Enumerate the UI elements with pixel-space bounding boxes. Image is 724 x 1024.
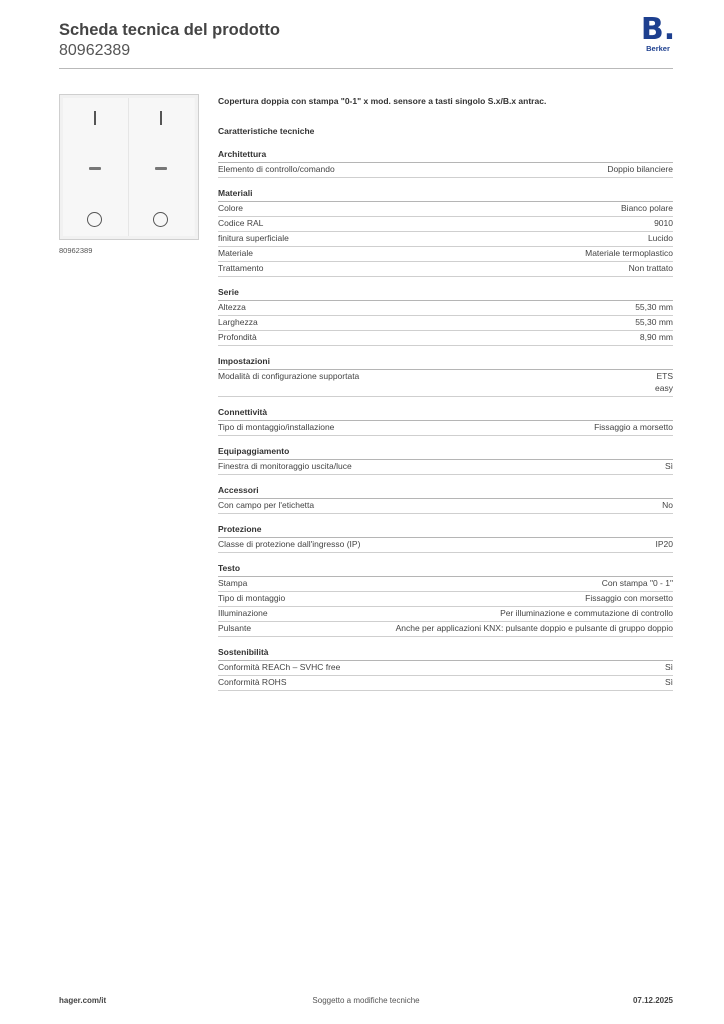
spec-row — [218, 622, 673, 637]
spec-group-title: Testo — [218, 562, 673, 577]
spec-value: 8,90 mm — [639, 332, 673, 342]
document-header — [59, 20, 280, 61]
spec-value: IP20 — [655, 538, 673, 549]
document-title: Scheda tecnica del prodotto — [59, 21, 280, 39]
spec-value: Doppio bilanciere — [607, 164, 673, 174]
spec-value: Con stampa "0 - 1" — [601, 577, 673, 588]
spec-label: Elemento di controllo/comando — [218, 164, 335, 174]
section-title: Caratteristiche tecniche — [218, 126, 315, 136]
spec-row — [218, 163, 673, 178]
spec-label: Profondità — [218, 332, 257, 342]
spec-row — [218, 301, 673, 316]
spec-value: Lucido — [647, 233, 673, 243]
rocker-right — [129, 98, 194, 236]
spec-row — [218, 577, 673, 592]
spec-label: Trattamento — [218, 263, 264, 273]
spec-group — [218, 148, 673, 178]
image-caption: 80962389 — [59, 246, 93, 255]
spec-groups — [218, 148, 673, 691]
spec-label: Stampa — [218, 577, 248, 588]
spec-group — [218, 406, 673, 436]
spec-row — [218, 331, 673, 346]
spec-value: Non trattato — [628, 263, 673, 273]
logo-letter: B. — [640, 12, 676, 47]
spec-row — [218, 538, 673, 553]
spec-label: finitura superficiale — [218, 233, 289, 243]
spec-value: 9010 — [654, 218, 673, 228]
spec-group-title: Sostenibilità — [218, 646, 673, 661]
spec-value: Sì — [664, 661, 673, 672]
spec-group-title: Architettura — [218, 148, 673, 163]
spec-value: Anche per applicazioni KNX: pulsante doppio e pulsante di gruppo doppio — [395, 622, 673, 633]
spec-value: ETS easy — [655, 371, 673, 393]
spec-group — [218, 646, 673, 691]
spec-row — [218, 202, 673, 217]
spec-group-title: Impostazioni — [218, 355, 673, 370]
spec-row — [218, 460, 673, 475]
spec-group — [218, 562, 673, 637]
spec-row — [218, 676, 673, 691]
berker-logo — [638, 12, 678, 56]
spec-group — [218, 523, 673, 553]
spec-value: 55,30 mm — [635, 317, 673, 327]
zero-mark-icon — [153, 212, 168, 227]
spec-group — [218, 286, 673, 346]
spec-row — [218, 592, 673, 607]
spec-label: Larghezza — [218, 317, 258, 327]
spec-row — [218, 607, 673, 622]
spec-row — [218, 370, 673, 397]
indicator-window-icon — [89, 167, 101, 170]
spec-label: Tipo di montaggio/installazione — [218, 421, 335, 432]
spec-label: Modalità di configurazione supportata — [218, 371, 360, 381]
spec-label: Finestra di monitoraggio uscita/luce — [218, 460, 352, 471]
spec-label: Colore — [218, 203, 244, 213]
spec-value: Fissaggio a morsetto — [594, 421, 673, 432]
product-code: 80962389 — [59, 42, 131, 59]
spec-row — [218, 232, 673, 247]
spec-group-title: Accessori — [218, 484, 673, 499]
spec-label: Pulsante — [218, 622, 252, 633]
spec-group-title: Protezione — [218, 523, 673, 538]
header-divider — [59, 68, 673, 69]
spec-group — [218, 484, 673, 514]
spec-row — [218, 421, 673, 436]
spec-label: Tipo di montaggio — [218, 592, 286, 603]
spec-group — [218, 445, 673, 475]
indicator-window-icon — [155, 167, 167, 170]
spec-label: Altezza — [218, 302, 246, 312]
spec-label: Illuminazione — [218, 607, 268, 618]
spec-label: Codice RAL — [218, 218, 264, 228]
spec-label: Con campo per l'etichetta — [218, 499, 315, 510]
product-image — [59, 94, 199, 240]
product-description: Copertura doppia con stampa "0-1" x mod. sensore a tasti singolo S.x/B.x antrac. — [218, 96, 547, 106]
spec-group-title: Connettività — [218, 406, 673, 421]
spec-group — [218, 187, 673, 277]
spec-row — [218, 247, 673, 262]
spec-value: Sì — [664, 460, 673, 471]
spec-value: Bianco polare — [621, 203, 673, 213]
spec-value: Fissaggio con morsetto — [585, 592, 673, 603]
footer-website[interactable]: hager.com/it — [59, 996, 107, 1005]
spec-row — [218, 262, 673, 277]
spec-content — [218, 95, 673, 700]
zero-mark-icon — [87, 212, 102, 227]
spec-group-title: Serie — [218, 286, 673, 301]
one-mark-icon — [160, 111, 162, 125]
spec-label: Materiale — [218, 248, 253, 258]
switch-plate — [63, 98, 195, 236]
one-mark-icon — [94, 111, 96, 125]
spec-value: Per illuminazione e commutazione di controllo — [500, 607, 673, 618]
spec-label: Classe di protezione dall'ingresso (IP) — [218, 538, 361, 549]
spec-value: Sì — [664, 676, 673, 687]
spec-row — [218, 661, 673, 676]
spec-group-title: Materiali — [218, 187, 673, 202]
spec-label: Conformità ROHS — [218, 676, 287, 687]
spec-group-title: Equipaggiamento — [218, 445, 673, 460]
spec-group — [218, 355, 673, 397]
footer-disclaimer: Soggetto a modifiche tecniche — [312, 996, 420, 1005]
spec-value: No — [662, 499, 673, 510]
spec-value: Materiale termoplastico — [585, 248, 673, 258]
rocker-left — [63, 98, 129, 236]
spec-row — [218, 316, 673, 331]
logo-wordmark: Berker — [646, 44, 670, 53]
spec-row — [218, 217, 673, 232]
spec-value: 55,30 mm — [635, 302, 673, 312]
spec-row — [218, 499, 673, 514]
spec-label: Conformità REACh – SVHC free — [218, 661, 341, 672]
footer-date: 07.12.2025 — [632, 996, 673, 1005]
